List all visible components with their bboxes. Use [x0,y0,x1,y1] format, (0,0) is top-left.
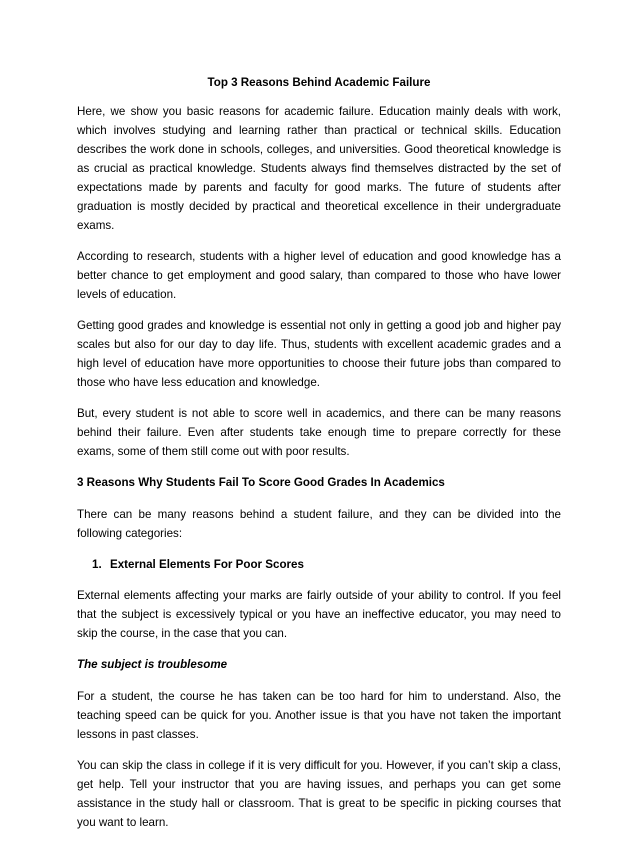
section-intro-paragraph: There can be many reasons behind a student failure, and they can be divided into the following categories: [77,508,561,540]
intro-paragraph-3: Getting good grades and knowledge is essential not only in getting a good job and higher pay scales but also for our day to day life. Thus, students with excellent academic grades and a high level of education have more opportunities to choose their future jobs than compared to those who have less education and knowledge. [77,319,561,389]
intro-paragraph-4: But, every student is not able to score well in academics, and there can be many reasons behind their failure. Even after students take enough time to prepare correctly for these exams, some of them still come out with poor results. [77,407,561,458]
intro-paragraph-2: According to research, students with a higher level of education and good knowledge has a better chance to get employment and good salary, than compared to those who have lower levels of education. [77,250,561,301]
subject-subheading: The subject is troublesome [77,658,228,671]
document-page [77,74,561,844]
intro-paragraph-1: Here, we show you basic reasons for academic failure. Education mainly deals with work, which involves studying and learning rather than practical or technical skills. Education describes the work done in schools, colleges, and universities. Good theoretical knowledge is as crucial as practical knowledge. Students always find themselves distracted by the set of expectations made by parents and faculty for good marks. The future of students after graduation is mostly decided by practical and theoretical excellence in their undergraduate exams. [77,105,561,232]
list-item-number: 1. [92,558,102,571]
subject-paragraph-2: You can skip the class in college if it is very difficult for you. However, if you can’t skip a class, get help. Tell your instructor that you are having issues, and perhaps you can get some assistance in the study hall or classroom. That is great to be specific in picking courses that you want to learn. [77,759,561,829]
document-title: Top 3 Reasons Behind Academic Failure [207,76,431,89]
list-item-heading-text: External Elements For Poor Scores [110,558,304,571]
subject-paragraph-1: For a student, the course he has taken can be too hard for him to understand. Also, the teaching speed can be quick for you. Another issue is that you have not taken the important lessons in past classes. [77,690,561,741]
list-item-heading [92,555,561,574]
section-heading: 3 Reasons Why Students Fail To Score Good Grades In Academics [77,476,445,489]
external-elements-paragraph: External elements affecting your marks are fairly outside of your ability to control. If you feel that the subject is excessively typical or you have an ineffective educator, you may need to skip the course, in the case that you can. [77,589,561,640]
